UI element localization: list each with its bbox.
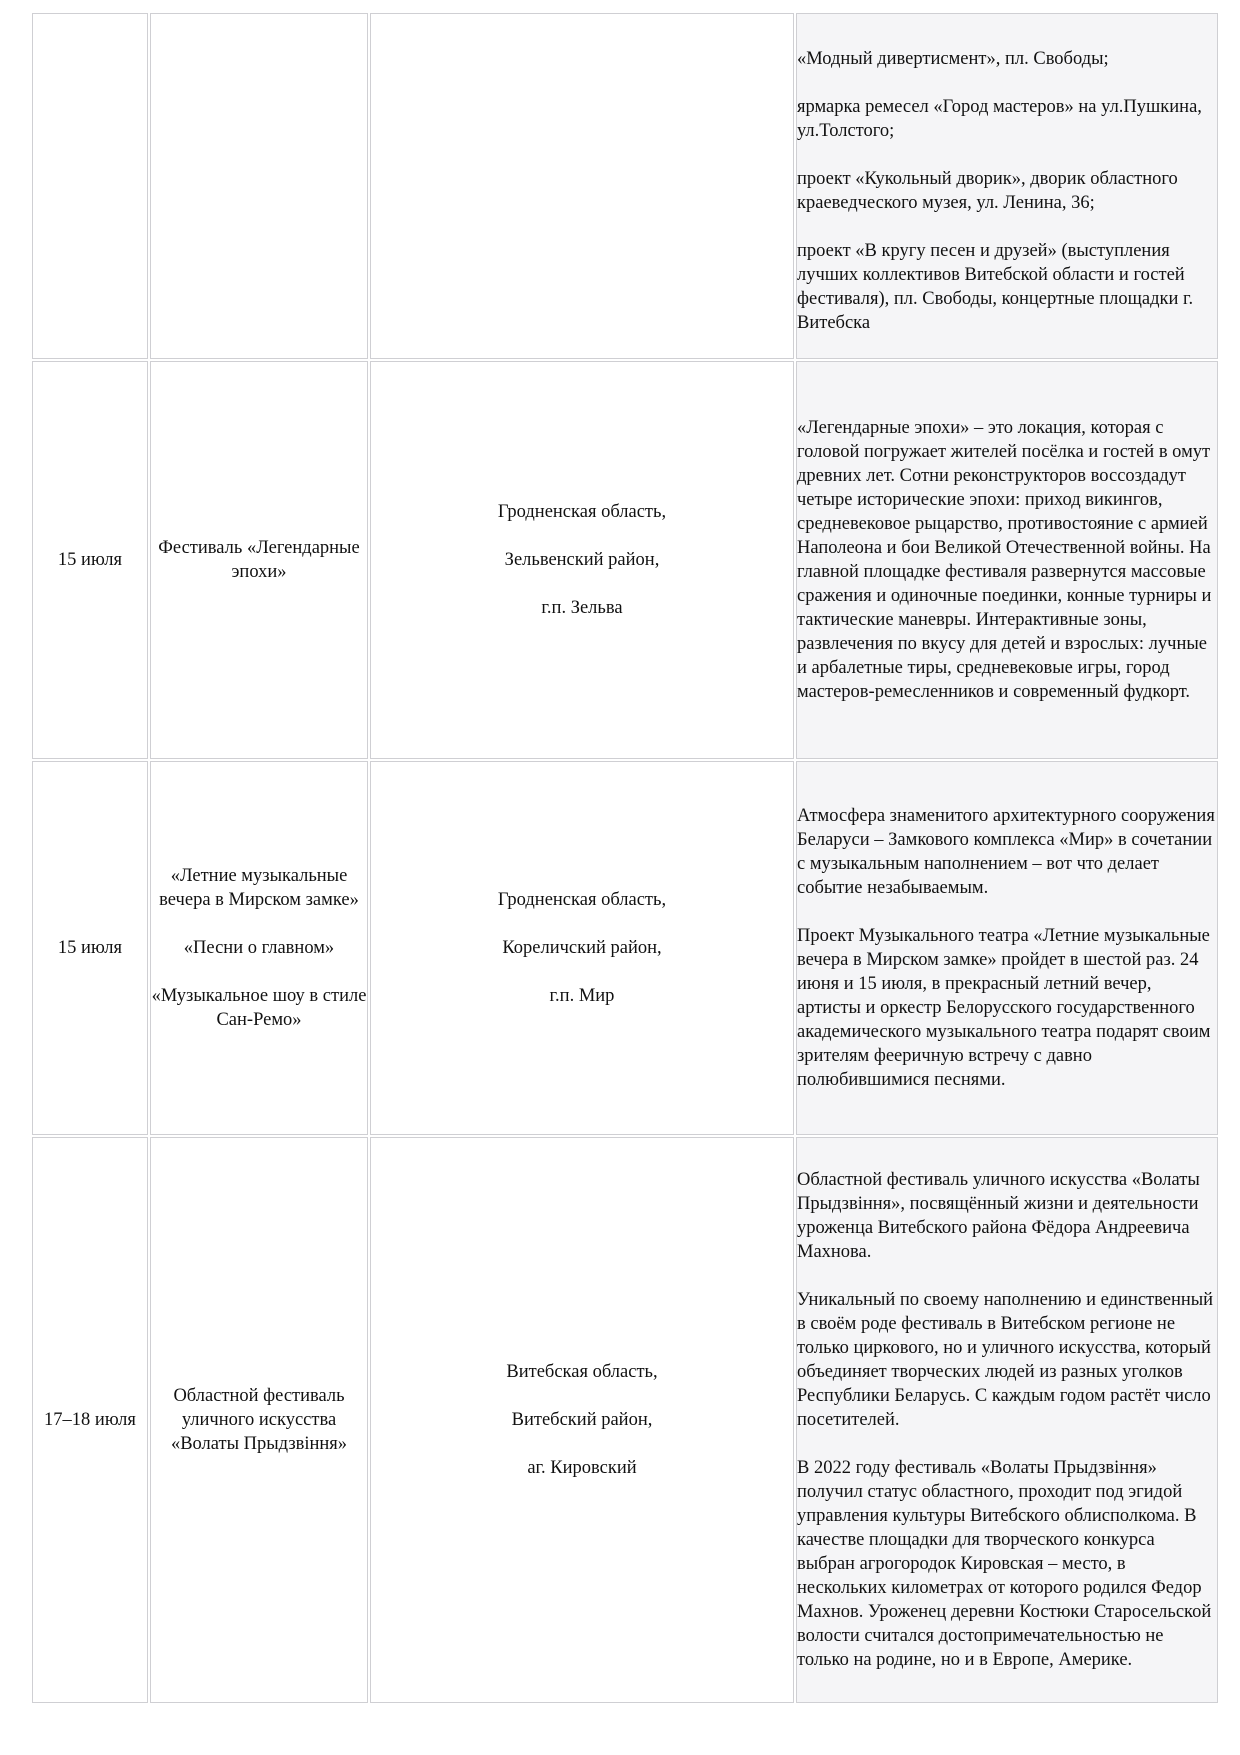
table-row: [32, 361, 1218, 759]
date-text: 15 июля: [57, 550, 123, 570]
place-line: Гродненская область,: [497, 890, 667, 910]
description-paragraph: Проект Музыкального театра «Летние музыкальные вечера в Мирском замке» пройдет в шестой раз. 24 июня и 15 июля, в прекрасный летний вечер, артисты и оркестр Белорусского государственного академического музыкального театра подарят своим зрителям фееричную встречу с давно полюбившимися песнями.: [797, 926, 1211, 1090]
table-row: [32, 761, 1218, 1135]
description-paragraph: проект «В кругу песен и друзей» (выступления лучших коллективов Витебской области и гостей фестиваля), пл. Свободы, концертные площадки г. Витебска: [797, 241, 1194, 333]
event-name: «Летние музыкальные вечера в Мирском замке»: [159, 866, 359, 910]
date-text: 15 июля: [57, 938, 123, 958]
place-line: Витебский район,: [511, 1410, 653, 1430]
event-name-cell: [150, 13, 368, 359]
place-cell: [370, 761, 794, 1135]
description-cell: [796, 361, 1218, 759]
events-table: [30, 11, 1220, 1705]
description-paragraph: Атмосфера знаменитого архитектурного сооружения Беларуси – Замкового комплекса «Мир» в сочетании с музыкальным наполнением – вот что делает событие незабываемым.: [797, 806, 1215, 898]
event-name-cell: [150, 361, 368, 759]
description-paragraph: Областной фестиваль уличного искусства «Волаты Прыдзвіння», посвящённый жизни и деятельности уроженца Витебского района Фёдора Андреевича Махнова.: [797, 1170, 1200, 1262]
date-cell: [32, 761, 148, 1135]
description-paragraph: ярмарка ремесел «Город мастеров» на ул.Пушкина, ул.Толстого;: [797, 97, 1202, 141]
place-line: Гродненская область,: [497, 502, 667, 522]
event-name: Областной фестиваль уличного искусства «Волаты Прыдзвіння»: [170, 1386, 348, 1454]
description-paragraph: В 2022 году фестиваль «Волаты Прыдзвіння» получил статус областного, проходит под эгидой управления культуры Витебского облисполкома. В качестве площадки для творческого конкурса выбран агрогородок Кировская – место, в нескольких километрах от которого родился Федор Махнов. Уроженец деревни Костюки Старосельской волости считался достопримечательностью не только на родине, но и в Европе, Америке.: [797, 1458, 1212, 1670]
description-paragraph: «Легендарные эпохи» – это локация, которая с головой погружает жителей посёлка и гостей в омут древних лет. Сотни реконструкторов воссоздадут четыре исторические эпохи: приход викингов, средневековое рыцарство, противостояние с армией Наполеона и бои Великой Отечественной войны. На главной площадке фестиваля развернутся массовые сражения и одиночные поединки, конные турниры и тактические маневры. Интерактивные зоны, развлечения по вкусу для детей и взрослых: лучные и арбалетные тиры, средневековые игры, город мастеров-ремесленников и современный фудкорт.: [797, 418, 1212, 702]
date-cell: [32, 1137, 148, 1703]
place-cell: [370, 1137, 794, 1703]
events-table-body: [32, 13, 1218, 1703]
table-row: [32, 1137, 1218, 1703]
event-name: Фестиваль «Легендарные эпохи»: [158, 538, 360, 582]
description-cell: [796, 13, 1218, 359]
event-name: «Музыкальное шоу в стиле Сан-Ремо»: [151, 986, 367, 1030]
event-name: «Песни о главном»: [183, 938, 335, 958]
table-row: [32, 13, 1218, 359]
description-cell: [796, 1137, 1218, 1703]
description-paragraph: Уникальный по своему наполнению и единственный в своём роде фестиваль в Витебском регионе не только циркового, но и уличного искусства, который объединяет творческих людей из разных уголков Республики Беларусь. С каждым годом растёт число посетителей.: [797, 1290, 1214, 1430]
place-cell: [370, 361, 794, 759]
place-line: аг. Кировский: [527, 1458, 637, 1478]
place-cell: [370, 13, 794, 359]
event-name-cell: [150, 1137, 368, 1703]
place-line: Витебская область,: [506, 1362, 658, 1382]
place-line: Зельвенский район,: [504, 550, 660, 570]
description-paragraph: проект «Кукольный дворик», дворик областного краеведческого музея, ул. Ленина, 36;: [797, 169, 1178, 213]
description-cell: [796, 761, 1218, 1135]
event-name-cell: [150, 761, 368, 1135]
date-cell: [32, 13, 148, 359]
date-cell: [32, 361, 148, 759]
place-line: Кореличский район,: [502, 938, 662, 958]
place-line: г.п. Мир: [549, 986, 615, 1006]
description-paragraph: «Модный дивертисмент», пл. Свободы;: [797, 49, 1109, 69]
document-page: [30, 11, 1216, 1705]
date-text: 17–18 июля: [44, 1410, 136, 1430]
place-line: г.п. Зельва: [541, 598, 623, 618]
